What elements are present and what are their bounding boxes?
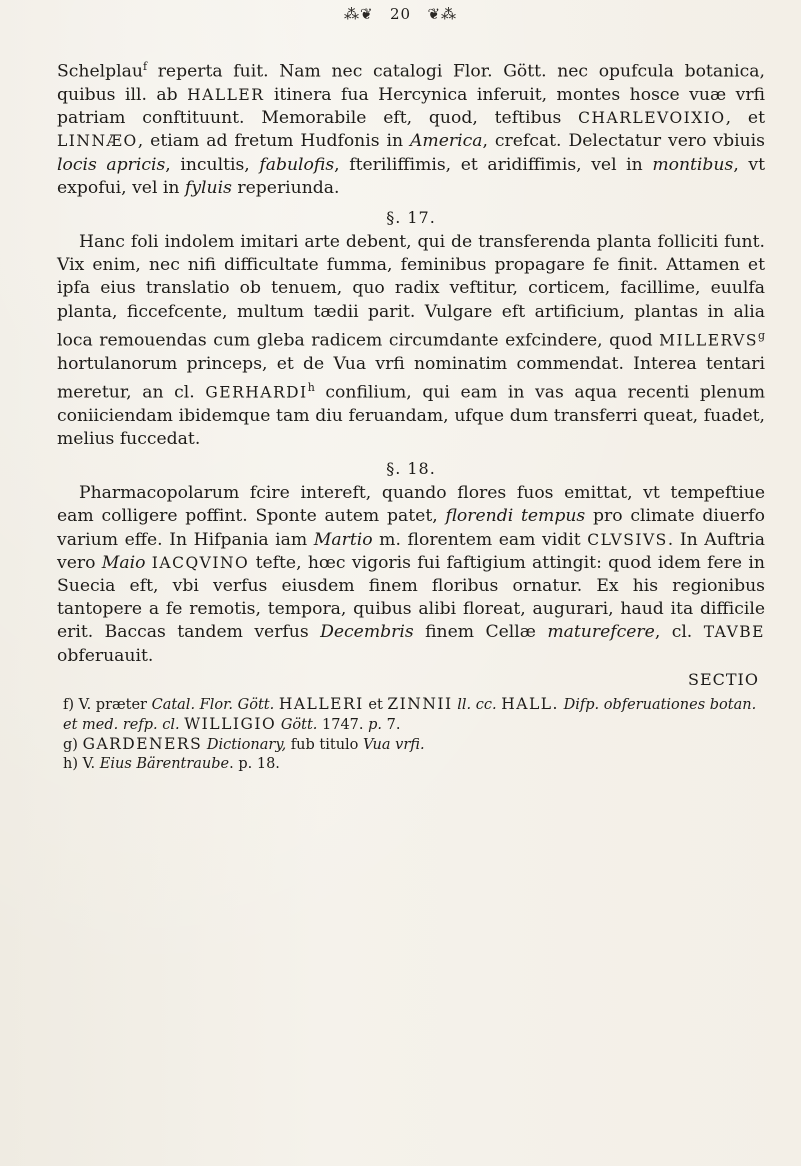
name-charlevoix: CHARLEVOIXIO <box>578 109 726 128</box>
running-head <box>0 4 801 24</box>
ornament-left: ⁂❦ <box>343 5 374 23</box>
footnote-g: g) GARDENERS Dictionary, fub titulo Vua vrfi. <box>63 734 425 753</box>
name-jacquino: IACQVINO <box>151 553 250 572</box>
section-heading-17: §. 17. <box>386 207 436 227</box>
paragraph-16-end: Schelplau$^f$ reperta fuit. Nam nec catalogi Flor. Gött. nec opufcula botanica, quibus ill. ab HALLER itinera fua Hercynica inferuit, montes hosce vuæ vrfi patriam conftituunt. Memorabile eft, quod, teftibus CHARLEVOIXIO, et LINNÆO, etiam ad fretum Hudfonis in America, crefcat. Delectatur vero vbiuis locis apricis, incultis, fabulofis, fteriliffimis, et aridiffimis, vel in montibus, vt expofui, vel in fyluis reperiunda. <box>57 60 765 198</box>
footnote-mark-g: g <box>757 328 765 342</box>
name-clusius: CLVSIVS <box>587 530 668 549</box>
name-haller: HALLER <box>187 85 265 104</box>
footnotes <box>57 695 765 774</box>
name-taube: TAVBE <box>703 623 765 642</box>
footnote-mark-h: h <box>307 380 315 394</box>
paragraph-18: Pharmacopolarum fcire intereft, quando flores fuos emittat, vt tempeftiue eam colligere poffint. Sponte autem patet, florendi tempus pro climate diuerfo varium effe. In Hifpania iam Martio m. florentem eam vidit CLVSIVS. In Auftria vero Maio IACQVINO tefte, hœc vigoris fui faftigium attingit: quod idem fere in Suecia eft, vbi verfus eiusdem finem floribus ornatur. Ex his regionibus tantopere a fe remotis, tempora, quibus alibi floreat, augurari, haud ita difficile erit. Baccas tandem verfus Decembris finem Cellæ maturefcere, cl. TAVBE obferuauit. <box>57 483 765 666</box>
catchword: SECTIO <box>688 669 759 689</box>
name-millerus: MILLERVS <box>659 331 758 350</box>
footnote-h: h) V. Eius Bärentraube. p. 18. <box>63 755 280 772</box>
ornament-right: ❦⁂ <box>427 5 458 23</box>
footnote-mark-f: f <box>142 60 148 73</box>
name-gerhard: GERHARDI <box>205 383 308 402</box>
page-content <box>57 55 765 774</box>
footnote-f: f) V. præter Catal. Flor. Gött. HALLERI et ZINNII ll. cc. HALL. Difp. obferuationes botan. et med. refp. cl. WILLIGIO Gött. 1747. p. 7. <box>63 694 757 733</box>
name-linnaeo: LINNÆO <box>57 132 138 151</box>
page-number: 20 <box>389 5 412 23</box>
paragraph-17: Hanc foli indolem imitari arte debent, qui de transferenda planta folliciti funt. Vix enim, nec nifi difficultate fumma, feminibus propagare fe finit. Attamen et ipfa eius translatio ob tenuem, quo radix veftitur, corticem, facillime, euulfa planta, ficcefcente, multum tædii parit. Vulgare eft artificium, plantas in alia loca remouendas cum gleba radicem circumdante exfcindere, quod MILLERVS$^g$ hortulanorum princeps, et de Vua vrfi nominatim commendat. Interea tentari meretur, an cl. GERHARDI$^h$ confilium, qui eam in vas aqua recenti plenum coniiciendam ibidemque tam diu feruandam, ufque dum transferri queat, fuadet, melius fuccedat. <box>57 231 765 450</box>
section-heading-18: §. 18. <box>386 459 436 479</box>
